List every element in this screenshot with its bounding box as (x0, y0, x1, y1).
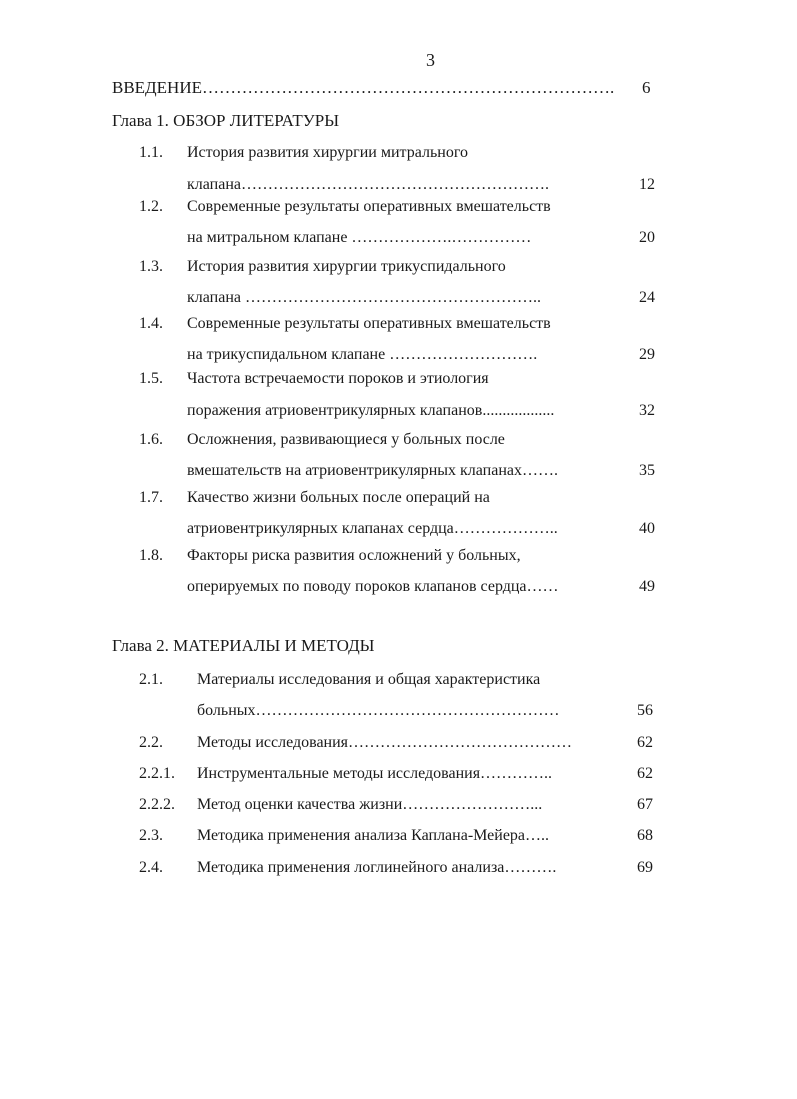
entry-page: 24 (639, 289, 655, 306)
entry-title: Методика применения анализа Каплана-Мейера….. (197, 827, 550, 844)
toc-intro: ВВЕДЕНИЕ………………………………………………………………. (112, 78, 615, 97)
entry-title: Методика применения логлинейного анализа………. (197, 859, 557, 876)
entry-number: 1.4. (139, 315, 163, 332)
entry-title-cont: на митральном клапане ……………….…………… (187, 229, 532, 246)
entry-page: 20 (639, 229, 655, 246)
entry-page: 69 (637, 859, 653, 876)
entry-title: Осложнения, развивающиеся у больных после (187, 431, 505, 448)
entry-number: 2.2. (139, 734, 163, 751)
entry-number: 2.2.2. (139, 796, 175, 813)
entry-page: 12 (639, 176, 655, 193)
chapter-1-title: Глава 1. ОБЗОР ЛИТЕРАТУРЫ (112, 111, 340, 130)
entry-number: 1.2. (139, 198, 163, 215)
entry-title-cont: клапана ……………………………………………….. (187, 289, 541, 306)
entry-title-cont: оперируемых по поводу пороков клапанов сердца…… (187, 578, 559, 595)
entry-page: 56 (637, 702, 653, 719)
entry-page: 35 (639, 462, 655, 479)
entry-title: Современные результаты оперативных вмешательств (187, 315, 551, 332)
entry-title: Материалы исследования и общая характеристика (197, 671, 541, 688)
entry-title: Частота встречаемости пороков и этиология (187, 370, 489, 387)
entry-title: Факторы риска развития осложнений у больных, (187, 547, 521, 564)
entry-page: 49 (639, 578, 655, 595)
entry-number: 1.3. (139, 258, 163, 275)
entry-page: 29 (639, 346, 655, 363)
chapter-2-title: Глава 2. МАТЕРИАЛЫ И МЕТОДЫ (112, 636, 375, 655)
entry-page: 62 (637, 765, 653, 782)
entry-number: 2.1. (139, 671, 163, 688)
entry-number: 1.7. (139, 489, 163, 506)
entry-title: Современные результаты оперативных вмешательств (187, 198, 551, 215)
entry-title-cont: вмешательств на атриовентрикулярных клапанах……. (187, 462, 558, 479)
entry-title-cont: больных………………………………………………… (197, 702, 560, 719)
entry-number: 1.5. (139, 370, 163, 387)
entry-number: 2.2.1. (139, 765, 175, 782)
entry-title-cont: клапана…………………………………………………. (187, 176, 549, 193)
entry-number: 1.1. (139, 144, 163, 161)
entry-page: 32 (639, 402, 655, 419)
entry-number: 1.8. (139, 547, 163, 564)
entry-number: 2.4. (139, 859, 163, 876)
entry-title-cont: поражения атриовентрикулярных клапанов.................. (187, 402, 555, 419)
entry-title: Инструментальные методы исследования………….. (197, 765, 553, 782)
entry-title-cont: на трикуспидальном клапане ………………………. (187, 346, 538, 363)
entry-page: 40 (639, 520, 655, 537)
entry-page: 68 (637, 827, 653, 844)
entry-number: 2.3. (139, 827, 163, 844)
entry-title: История развития хирургии трикуспидального (187, 258, 506, 275)
entry-title: Методы исследования…………………………………… (197, 734, 573, 751)
entry-page: 67 (637, 796, 653, 813)
toc-intro-page: 6 (642, 78, 651, 97)
entry-title: Качество жизни больных после операций на (187, 489, 490, 506)
entry-title: Метод оценки качества жизни……………………... (197, 796, 543, 813)
entry-page: 62 (637, 734, 653, 751)
entry-title-cont: атриовентрикулярных клапанах сердца……………….. (187, 520, 558, 537)
entry-title: История развития хирургии митрального (187, 144, 468, 161)
entry-number: 1.6. (139, 431, 163, 448)
page-number: 3 (426, 50, 435, 70)
